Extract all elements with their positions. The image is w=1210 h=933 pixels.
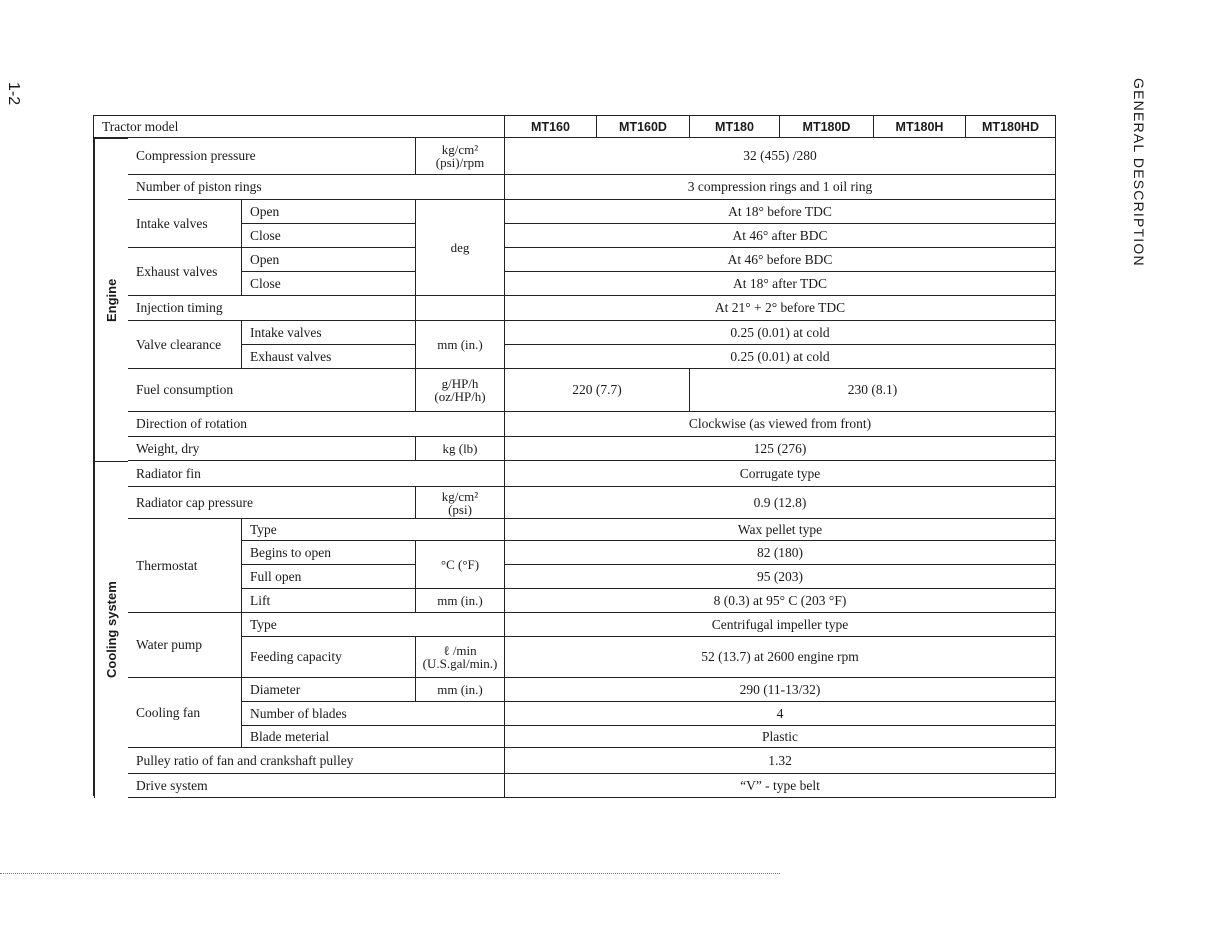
tractor-model-label: Tractor model [94,115,505,138]
thermostat-lift-label: Lift [242,589,416,613]
unit-line: (psi)/rpm [435,155,485,170]
thermostat-lift-value: 8 (0.3) at 95° C (203 °F) [505,589,1056,613]
specifications-table [93,115,1056,796]
fuel-consumption-value-mt160: 220 (7.7) [505,369,690,412]
unit-line: ℓ /min [443,643,477,658]
fuel-consumption-value-mt180: 230 (8.1) [690,369,1056,412]
injection-timing-label: Injection timing [128,296,416,321]
injection-timing-value: At 21° + 2° before TDC [505,296,1056,321]
drive-system-value: “V” - type belt [505,774,1056,798]
unit-line: kg/cm² [441,488,479,504]
page-number: 1-2 [5,82,22,106]
scan-artifact-line [0,873,780,874]
exhaust-open-label: Open [242,248,416,272]
model-header: MT160 [505,115,597,138]
thermostat-full-label: Full open [242,565,416,589]
exhaust-open-value: At 46° before BDC [505,248,1056,272]
engine-group-label: Engine [94,138,128,461]
radiator-cap-unit [416,487,505,519]
section-title: GENERAL DESCRIPTION [1131,78,1147,267]
water-pump-type-label: Type [242,613,505,637]
cooling-fan-label: Cooling fan [128,678,242,748]
weight-unit: kg (lb) [416,437,505,461]
clearance-exhaust-value: 0.25 (0.01) at cold [505,345,1056,369]
valve-clearance-unit: mm (in.) [416,321,505,369]
exhaust-close-value: At 18° after TDC [505,272,1056,296]
piston-rings-value: 3 compression rings and 1 oil ring [505,175,1056,200]
compression-pressure-unit [416,138,505,175]
weight-label: Weight, dry [128,437,416,461]
radiator-cap-label: Radiator cap pressure [128,487,416,519]
intake-close-value: At 46° after BDC [505,224,1056,248]
fan-material-value: Plastic [505,726,1056,748]
intake-close-label: Close [242,224,416,248]
fan-diameter-label: Diameter [242,678,416,702]
valve-timing-unit: deg [416,200,505,296]
water-pump-type-value: Centrifugal impeller type [505,613,1056,637]
drive-system-label: Drive system [128,774,505,798]
piston-rings-label: Number of piston rings [128,175,505,200]
feeding-capacity-label: Feeding capacity [242,637,416,678]
fuel-consumption-label: Fuel consumption [128,369,416,412]
compression-pressure-label: Compression pressure [128,138,416,175]
intake-open-value: At 18° before TDC [505,200,1056,224]
water-pump-label: Water pump [128,613,242,678]
fan-diameter-value: 290 (11-13/32) [505,678,1056,702]
cooling-group-label: Cooling system [94,461,128,798]
compression-pressure-value: 32 (455) /280 [505,138,1056,175]
unit-line: (oz/HP/h) [434,389,486,404]
model-header: MT180HD [966,115,1056,138]
thermostat-begins-label: Begins to open [242,541,416,565]
fan-material-label: Blade meterial [242,726,505,748]
intake-open-label: Open [242,200,416,224]
radiator-cap-value: 0.9 (12.8) [505,487,1056,519]
valve-clearance-label: Valve clearance [128,321,242,369]
radiator-fin-label: Radiator fin [128,461,505,487]
pulley-ratio-label: Pulley ratio of fan and crankshaft pulley [128,748,505,774]
fan-blades-label: Number of blades [242,702,505,726]
intake-valves-label: Intake valves [128,200,242,248]
clearance-intake-label: Intake valves [242,321,416,345]
thermostat-type-label: Type [242,519,505,541]
fan-blades-value: 4 [505,702,1056,726]
rotation-label: Direction of rotation [128,412,505,437]
exhaust-valves-label: Exhaust valves [128,248,242,296]
injection-timing-unit [416,296,505,321]
clearance-exhaust-label: Exhaust valves [242,345,416,369]
radiator-fin-value: Corrugate type [505,461,1056,487]
thermostat-type-value: Wax pellet type [505,519,1056,541]
model-header: MT160D [597,115,690,138]
model-header: MT180 [690,115,780,138]
unit-line: kg/cm² [441,142,479,157]
thermostat-begins-value: 82 (180) [505,541,1056,565]
pulley-ratio-value: 1.32 [505,748,1056,774]
unit-line: (psi) [448,501,472,517]
unit-line: (U.S.gal/min.) [422,656,498,671]
fan-diameter-unit: mm (in.) [416,678,505,702]
fuel-consumption-unit [416,369,505,412]
clearance-intake-value: 0.25 (0.01) at cold [505,321,1056,345]
model-header: MT180H [874,115,966,138]
thermostat-label: Thermostat [128,519,242,613]
rotation-value: Clockwise (as viewed from front) [505,412,1056,437]
thermostat-full-value: 95 (203) [505,565,1056,589]
feeding-capacity-unit [416,637,505,678]
feeding-capacity-value: 52 (13.7) at 2600 engine rpm [505,637,1056,678]
thermostat-lift-unit: mm (in.) [416,589,505,613]
model-header: MT180D [780,115,874,138]
thermostat-temp-unit: °C (°F) [416,541,505,589]
unit-line: g/HP/h [441,376,479,391]
exhaust-close-label: Close [242,272,416,296]
weight-value: 125 (276) [505,437,1056,461]
